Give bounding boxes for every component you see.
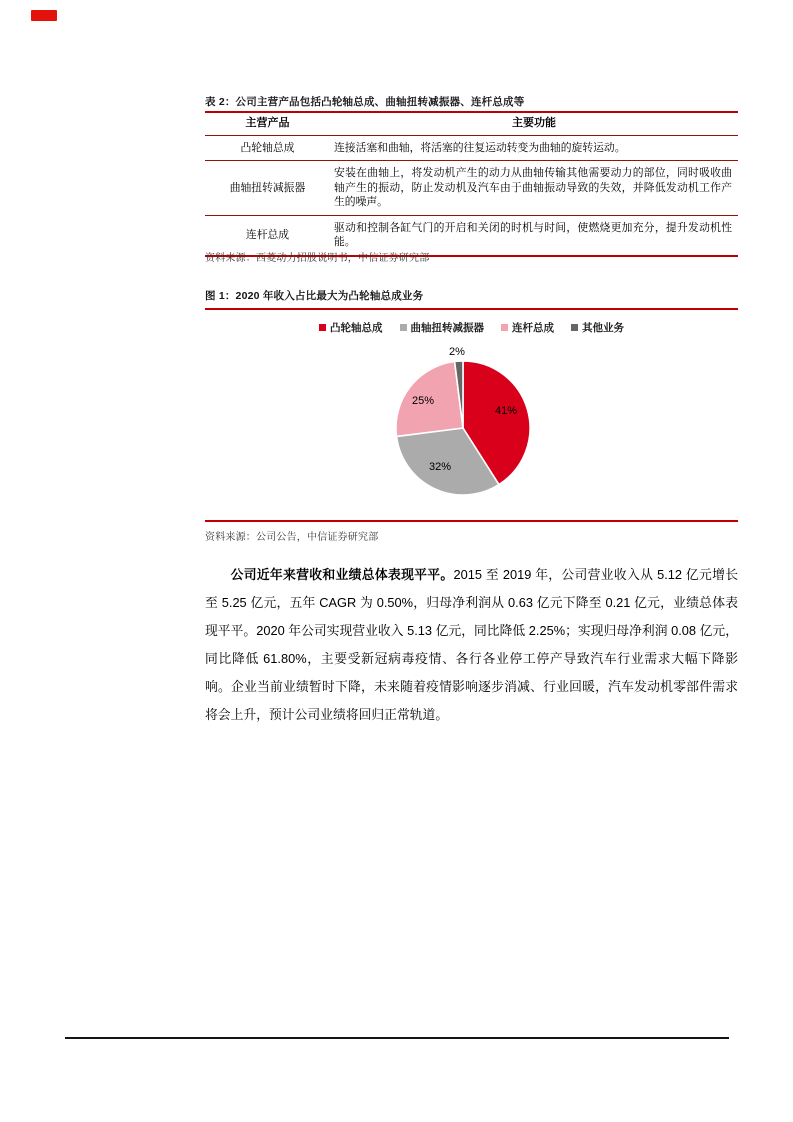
pie-chart bbox=[205, 338, 738, 520]
product-function: 安装在曲轴上，将发动机产生的动力从曲轴传输其他需要动力的部位，同时吸收曲轴产生的振动，防止发动机及汽车由于曲轴振动导致的失效，并降低发动机工作产生的噪声。 bbox=[330, 161, 738, 216]
column-header-product: 主营产品 bbox=[205, 112, 330, 135]
product-name: 曲轴扭转减振器 bbox=[205, 161, 330, 216]
product-function: 驱动和控制各缸气门的开启和关闭的时机与时间，使燃烧更加充分，提升发动机性能。 bbox=[334, 221, 732, 248]
table-source-note: 资料来源：西菱动力招股说明书，中信证券研究部 bbox=[205, 253, 430, 264]
legend-swatch-icon bbox=[501, 324, 508, 331]
legend-item bbox=[319, 320, 383, 335]
legend-swatch-icon bbox=[319, 324, 326, 331]
legend-label: 其他业务 bbox=[582, 322, 624, 334]
paragraph-lead-sentence: 公司近年来营收和业绩总体表现平平。 bbox=[230, 566, 454, 582]
legend-item bbox=[400, 320, 485, 335]
figure-source-note: 资料来源：公司公告，中信证券研究部 bbox=[205, 532, 379, 543]
product-name: 连杆总成 bbox=[245, 228, 290, 241]
legend-label: 凸轮轴总成 bbox=[330, 322, 383, 334]
product-name: 凸轮轴总成 bbox=[205, 135, 330, 161]
product-function: 连接活塞和曲轴，将活塞的往复运动转变为曲轴的旋转运动。 bbox=[330, 135, 738, 161]
paragraph-body-text: 2015 至 2019 年，公司营业收入从 5.12 亿元增长至 5.25 亿元，五年 CAGR 为 0.50%，归母净利润从 0.63 亿元下降至 0.21 亿元，业绩总体表现平平。2020 年公司实现营业收入 5.13 亿元，同比降低 2.25%；实现归母净利润 0.08 亿元，同比降低 61.80%，主要受新冠病毒疫情、各行各业停工停产导致汽车行业需求大幅下降影响。企业当前业绩暂时下降，未来随着疫情影响逐步消减、行业回暖，汽车发动机零部件需求将会上升，预计公司业绩将回归正常轨道。 bbox=[205, 566, 739, 722]
legend-swatch-icon bbox=[400, 324, 407, 331]
table-row bbox=[205, 135, 738, 161]
table-header-row bbox=[205, 112, 738, 135]
figure-caption: 图 1：2020 年收入占比最大为凸轮轴总成业务 bbox=[205, 288, 738, 310]
body-paragraph bbox=[205, 561, 738, 729]
product-table bbox=[205, 111, 738, 257]
legend-swatch-icon bbox=[571, 324, 578, 331]
pie-data-label: 41% bbox=[494, 405, 518, 417]
figure-divider bbox=[205, 520, 738, 522]
pie-data-label: 25% bbox=[411, 395, 435, 407]
legend-label: 连杆总成 bbox=[512, 322, 554, 334]
table-row bbox=[205, 161, 738, 216]
footer-divider bbox=[65, 1037, 729, 1039]
table-caption: 表 2：公司主营产品包括凸轮轴总成、曲轴扭转减振器、连杆总成等 bbox=[205, 96, 525, 108]
legend-label: 曲轴扭转减振器 bbox=[410, 322, 484, 334]
legend-item bbox=[571, 320, 624, 335]
pie-legend bbox=[205, 320, 738, 335]
legend-item bbox=[501, 320, 554, 335]
corner-red-mark bbox=[31, 10, 57, 21]
column-header-function: 主要功能 bbox=[330, 112, 738, 135]
pie-data-label: 32% bbox=[428, 461, 452, 473]
pie-data-label: 2% bbox=[449, 346, 465, 358]
pie-chart-svg bbox=[205, 338, 738, 520]
